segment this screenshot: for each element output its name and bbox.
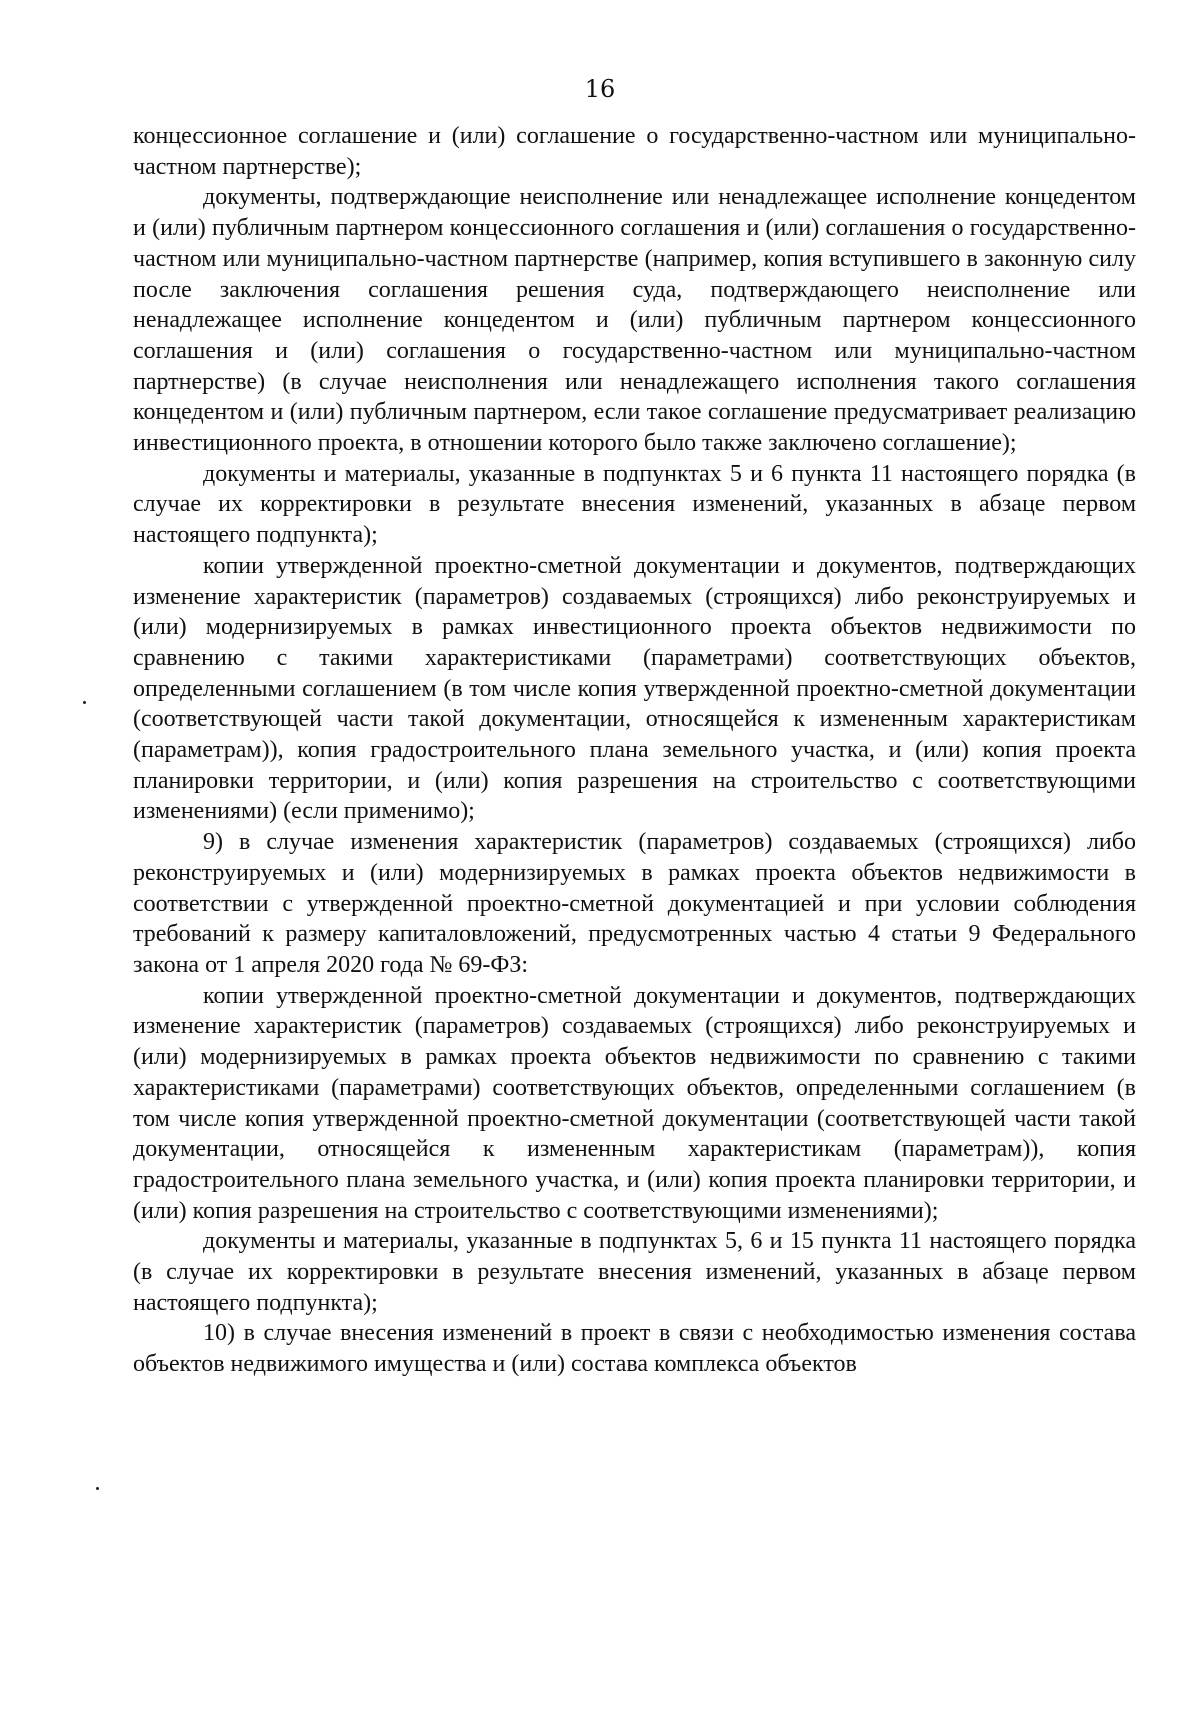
paragraph: 10) в случае внесения изменений в проект в связи с необходимостью изменения состава объектов недвижимого имущества и (или) состава комплекса объектов xyxy=(133,1320,1136,1378)
paragraph: концессионное соглашение и (или) соглашение о государственно-частном или муниципально-частном партнерстве); xyxy=(133,123,1136,180)
scan-speck xyxy=(96,1487,99,1490)
page-number: 16 xyxy=(584,75,616,103)
paragraph: копии утвержденной проектно-сметной документации и документов, подтверждающих изменение характеристик (параметров) создаваемых (строящихся) либо реконструируемых и (или) модернизируемых в рамках инвестиционного проекта объектов недвижимости по сравнению с такими характеристиками (параметрами) соответствующих объектов, определенными соглашением (в том числе копия утвержденной проектно-сметной документации (соответствующей части такой документации, относящейся к измененным характеристикам (параметрам)), копия градостроительного плана земельного участка, и (или) копия проекта планировки территории, и (или) копия разрешения на строительство с соответствующими изменениями) (если применимо); xyxy=(133,552,1136,825)
scan-speck xyxy=(83,701,86,704)
paragraph: документы и материалы, указанные в подпунктах 5 и 6 пункта 11 настоящего порядка (в случае их корректировки в результате внесения изменений, указанных в абзаце первом настоящего подпункта); xyxy=(133,460,1136,549)
paragraph: документы, подтверждающие неисполнение или ненадлежащее исполнение концедентом и (или) публичным партнером концессионного соглашения и (или) соглашения о государственно-частном или муниципально-частном партнерстве (например, копия вступившего в законную силу после заключения соглашения решения суда, подтверждающего неисполнение или ненадлежащее исполнение концедентом и (или) публичным партнером концессионного соглашения и (или) соглашения о государственно-частном или муниципально-частном партнерстве) (в случае неисполнения или ненадлежащего исполнения такого соглашения концедентом и (или) публичным партнером, если такое соглашение предусматривает реализацию инвестиционного проекта, в отношении которого было также заключено соглашение); xyxy=(133,184,1136,457)
paragraph: копии утвержденной проектно-сметной документации и документов, подтверждающих изменение характеристик (параметров) создаваемых (строящихся) либо реконструируемых и (или) модернизируемых в рамках проекта объектов недвижимости по сравнению с такими характеристиками (параметрами) соответствующих объектов, определенными соглашением (в том числе копия утвержденной проектно-сметной документации (соответствующей части такой документации, относящейся к измененным характеристикам (параметрам)), копия градостроительного плана земельного участка, и (или) копия проекта планировки территории, и (или) копия разрешения на строительство с соответствующими изменениями); xyxy=(133,982,1136,1224)
paragraph: документы и материалы, указанные в подпунктах 5, 6 и 15 пункта 11 настоящего порядка (в случае их корректировки в результате внесения изменений, указанных в абзаце первом настоящего подпункта); xyxy=(133,1228,1136,1316)
paragraph: 9) в случае изменения характеристик (параметров) создаваемых (строящихся) либо реконструируемых и (или) модернизируемых в рамках проекта объектов недвижимости в соответствии с утвержденной проектно-сметной документацией и при условии соблюдения требований к размеру капиталовложений, предусмотренных частью 4 статьи 9 Федерального закона от 1 апреля 2020 года № 69-ФЗ: xyxy=(133,829,1136,978)
document-body xyxy=(133,121,1136,1380)
